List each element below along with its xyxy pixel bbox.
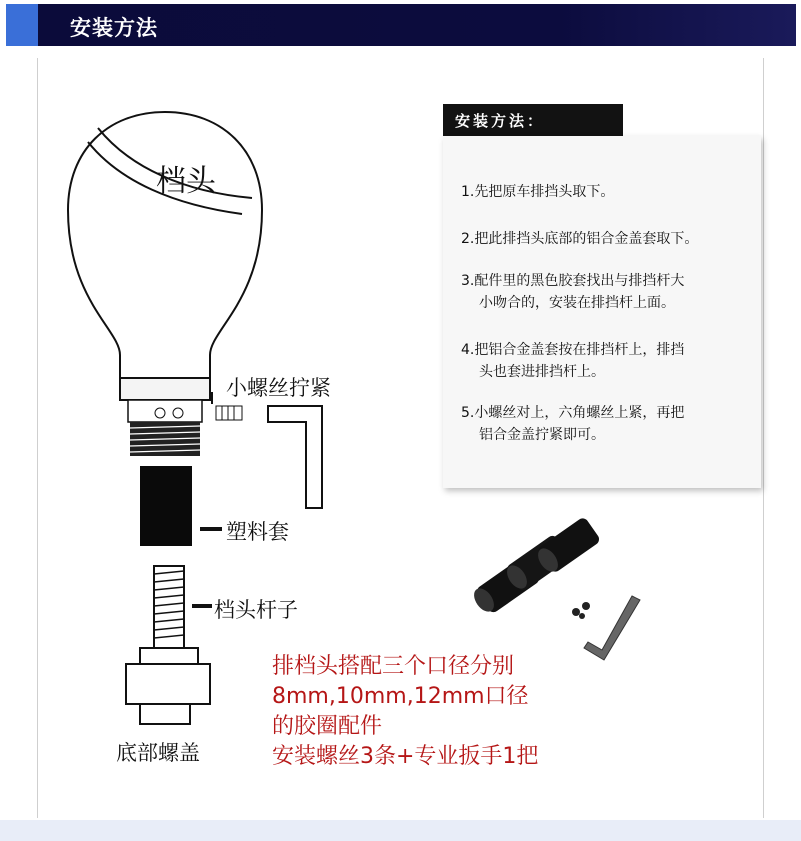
rod-label: 档头杆子: [214, 598, 298, 622]
screw-hole-2: [173, 408, 183, 418]
rubber-sleeves: [470, 516, 601, 615]
set-screws: [572, 602, 590, 619]
cap-bottom: [140, 704, 190, 724]
cap-top: [140, 648, 198, 664]
hex-wrench: [584, 596, 640, 660]
instructions-panel: [443, 136, 761, 488]
accessories-note: [272, 652, 538, 772]
note-line: 8mm,10mm,12mm口径: [272, 684, 529, 709]
instructions-tag: [443, 104, 623, 136]
small-screw: [216, 406, 242, 420]
sleeve-label: 塑料套: [226, 520, 289, 544]
step-text: 4.把铝合金盖套按在排挡杆上，排挡: [461, 342, 685, 358]
note-line: 排档头搭配三个口径分别: [272, 654, 515, 679]
sleeve-pointer: [200, 527, 222, 531]
step-text-cont: 头也套进排挡杆上。: [479, 364, 605, 380]
step-text: 3.配件里的黑色胶套找出与排挡杆大: [461, 273, 685, 289]
section-title: 安装方法: [70, 16, 158, 40]
step-text: 5.小螺丝对上，六角螺丝上紧，再把: [461, 405, 685, 421]
plastic-sleeve: [140, 466, 192, 546]
step-text: 1.先把原车排挡头取下。: [461, 184, 615, 200]
instructions-tag-text: 安装方法：: [455, 112, 546, 130]
note-line: 安装螺丝3条+专业扳手1把: [272, 744, 539, 769]
hex-key: [268, 406, 322, 508]
knob-collar: [120, 378, 210, 400]
bottom-band: [0, 820, 801, 841]
step-text-cont: 小吻合的，安装在排挡杆上面。: [479, 295, 675, 311]
screw-hole-1: [155, 408, 165, 418]
instruction-step: [461, 339, 751, 383]
screw-label: 小螺丝拧紧: [226, 376, 331, 400]
instruction-step: [461, 228, 751, 250]
step-text-cont: 铝合金盖拧紧即可。: [479, 427, 605, 443]
note-line: 的胶圈配件: [272, 714, 383, 739]
instruction-step: [461, 181, 751, 203]
instruction-step: [461, 402, 751, 446]
cap-body: [126, 664, 210, 704]
instruction-step: [461, 270, 751, 314]
knob-label: 档头: [156, 164, 216, 199]
step-text: 2.把此排挡头底部的铝合金盖套取下。: [461, 231, 699, 247]
rod-pointer: [192, 604, 212, 608]
cap-label: 底部螺盖: [116, 741, 200, 765]
